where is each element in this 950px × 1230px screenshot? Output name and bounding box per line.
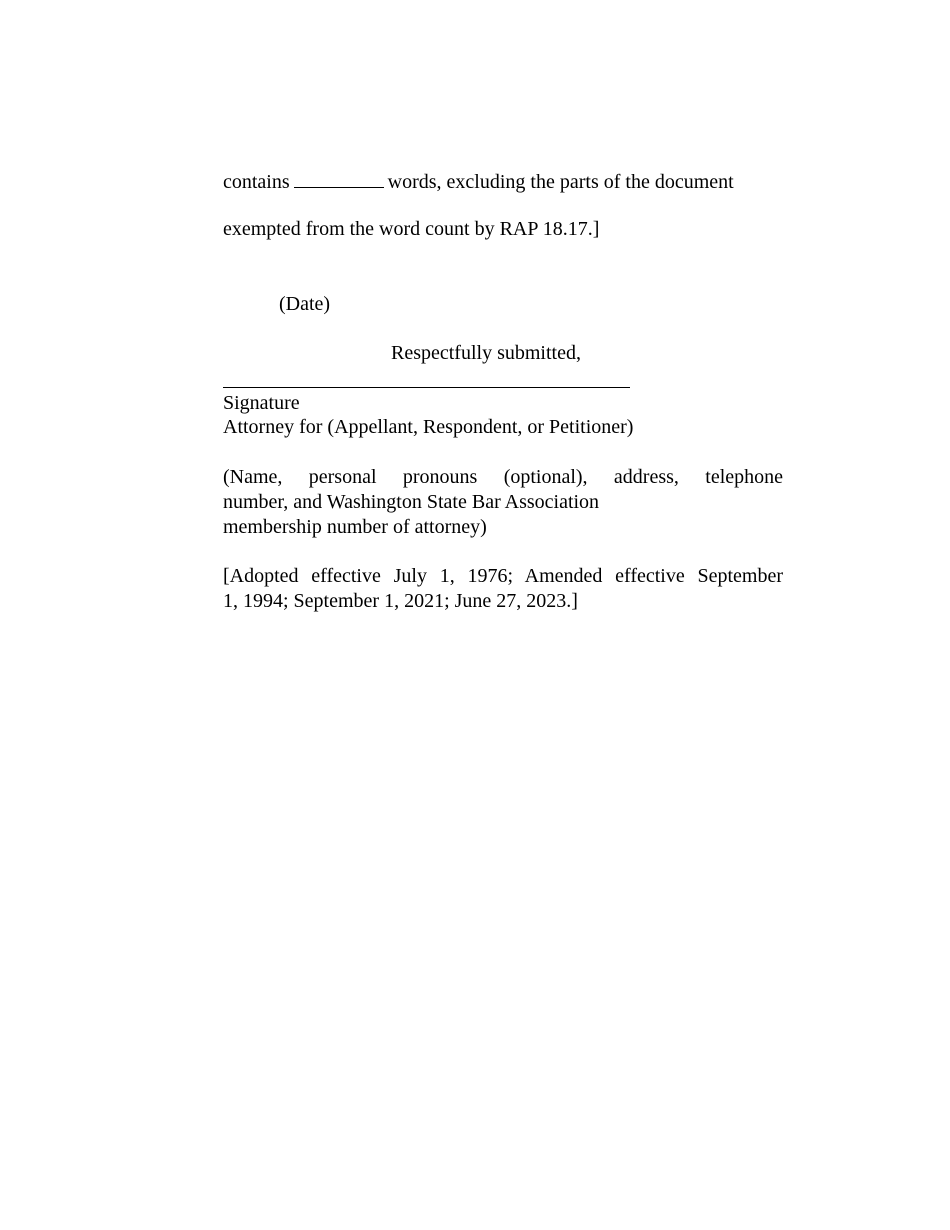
attorney-for-line: Attorney for (Appellant, Respondent, or Petitioner) — [223, 416, 634, 438]
word-count-suffix: words, excluding the parts of the document — [387, 171, 734, 193]
word-count-line — [223, 168, 734, 195]
attorney-info-block — [223, 465, 783, 540]
attorney-info-line-1: (Name, personal pronouns (optional), address, telephone — [223, 466, 783, 488]
word-count-exemption-line: exempted from the word count by RAP 18.17.] — [223, 218, 600, 240]
word-count-prefix: contains — [223, 171, 290, 193]
history-note — [223, 564, 783, 614]
date-label: (Date) — [279, 293, 331, 315]
word-count-blank — [294, 168, 384, 188]
attorney-info-line-3: membership number of attorney) — [223, 516, 487, 538]
signature-label: Signature — [223, 392, 300, 414]
history-line-1: [Adopted effective July 1, 1976; Amended effective September — [223, 565, 783, 587]
signature-line — [223, 387, 630, 388]
history-line-2: 1, 1994; September 1, 2021; June 27, 2023.] — [223, 590, 578, 612]
closing-text: Respectfully submitted, — [391, 342, 581, 364]
attorney-info-line-2: number, and Washington State Bar Association — [223, 491, 600, 513]
